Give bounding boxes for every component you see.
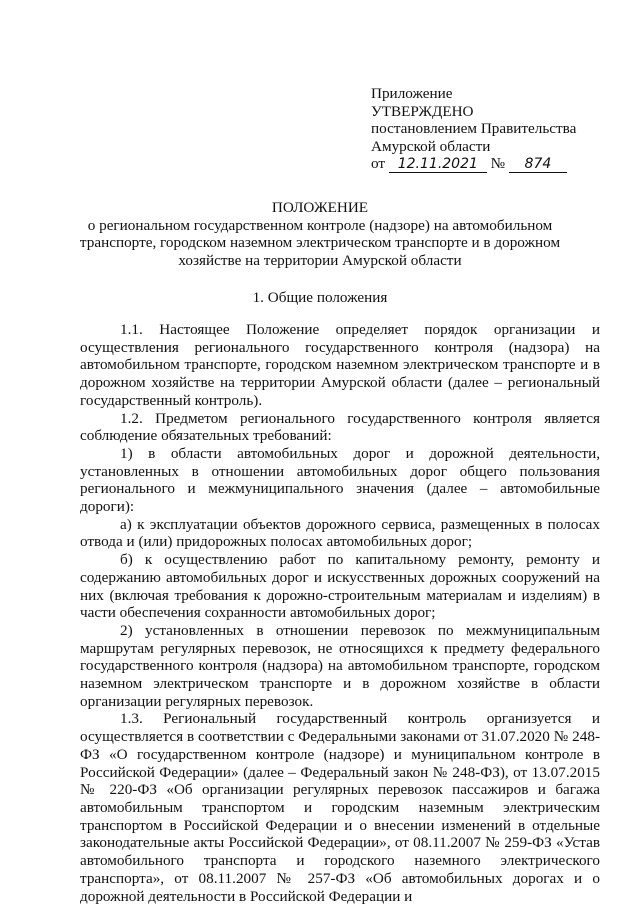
number-prefix: № [490, 155, 506, 173]
paragraph: б) к осуществлению работ по капитальному ремонту, ремонту и содержанию автомобильных дорог и искусственных дорожных сооружений на них (включая требования к дорожно-строительным материалам и изделиям) в части обеспечения сохранности автомобильных дорог; [80, 551, 600, 622]
approval-appendix-label: Приложение [371, 85, 453, 102]
approval-decree-label: постановлением Правительства [371, 120, 577, 138]
paragraph: 2) установленных в отношении перевозок по межмуниципальным маршрутам регулярных перевозок, не относящихся к предмету федерального государственного контроля (надзора) на автомобильном транспорте, городском наземном электрическом транспорте и в дорожном хозяйстве в области организации регулярных перевозок. [80, 621, 600, 710]
approval-date-line [371, 155, 576, 173]
paragraph: а) к эксплуатации объектов дорожного сервиса, размещенных в полосах отвода и (или) придорожных полосах автомобильных дорог; [80, 515, 600, 551]
date-prefix: от [371, 155, 386, 173]
handwritten-number: 874 [509, 157, 567, 173]
title-subtitle: о региональном государственном контроле (надзоре) на автомобильном транспорте, городском наземном электрическом транспорте и в дорожном хозяйстве на территории Амурской области [79, 216, 561, 269]
section-heading: 1. Общие положения [252, 289, 388, 306]
title-main: ПОЛОЖЕНИЕ [271, 199, 369, 216]
document-title [60, 199, 580, 269]
approval-region-label: Амурской области [371, 137, 491, 155]
document-body [80, 321, 600, 905]
paragraph: 1.2. Предметом регионального государственного контроля является соблюдение обязательных требований: [80, 409, 600, 445]
approval-stamp [371, 85, 576, 173]
paragraph: 1) в области автомобильных дорог и дорожной деятельности, установленных в отношении автомобильных дорог общего пользования регионального и межмуниципального значения (далее – автомобильные дороги): [80, 444, 600, 516]
paragraph: 1.3. Региональный государственный контроль организуется и осуществляется в соответствии с Федеральными законами от 31.07.2020 № 248-ФЗ «О государственном контроле (надзоре) и муниципальном контроле в Российской Федерации» (далее – Федеральный закон № 248-ФЗ), от 13.07.2015 № 220-ФЗ «Об организации регулярных перевозок пассажиров и багажа автомобильным транспортом и городским наземным электрическим транспортом в Российской Федерации и о внесении изменений в отдельные законодательные акты Российской Федерации», от 08.11.2007 № 259-ФЗ «Устав автомобильного транспорта и городского наземного электрического транспорта», от 08.11.2007 № 257-ФЗ «Об автомобильных дорогах и о дорожной деятельности в Российской Федерации и [80, 710, 600, 905]
handwritten-date: 12.11.2021 [389, 157, 487, 173]
paragraph: 1.1. Настоящее Положение определяет порядок организации и осуществления регионального государственного контроля (надзора) на автомобильном транспорте, городском наземном электрическом транспорте и в дорожном хозяйстве на территории Амурской области (далее – региональный государственный контроль). [80, 321, 600, 409]
approval-approved-label: УТВЕРЖДЕНО [371, 102, 474, 120]
